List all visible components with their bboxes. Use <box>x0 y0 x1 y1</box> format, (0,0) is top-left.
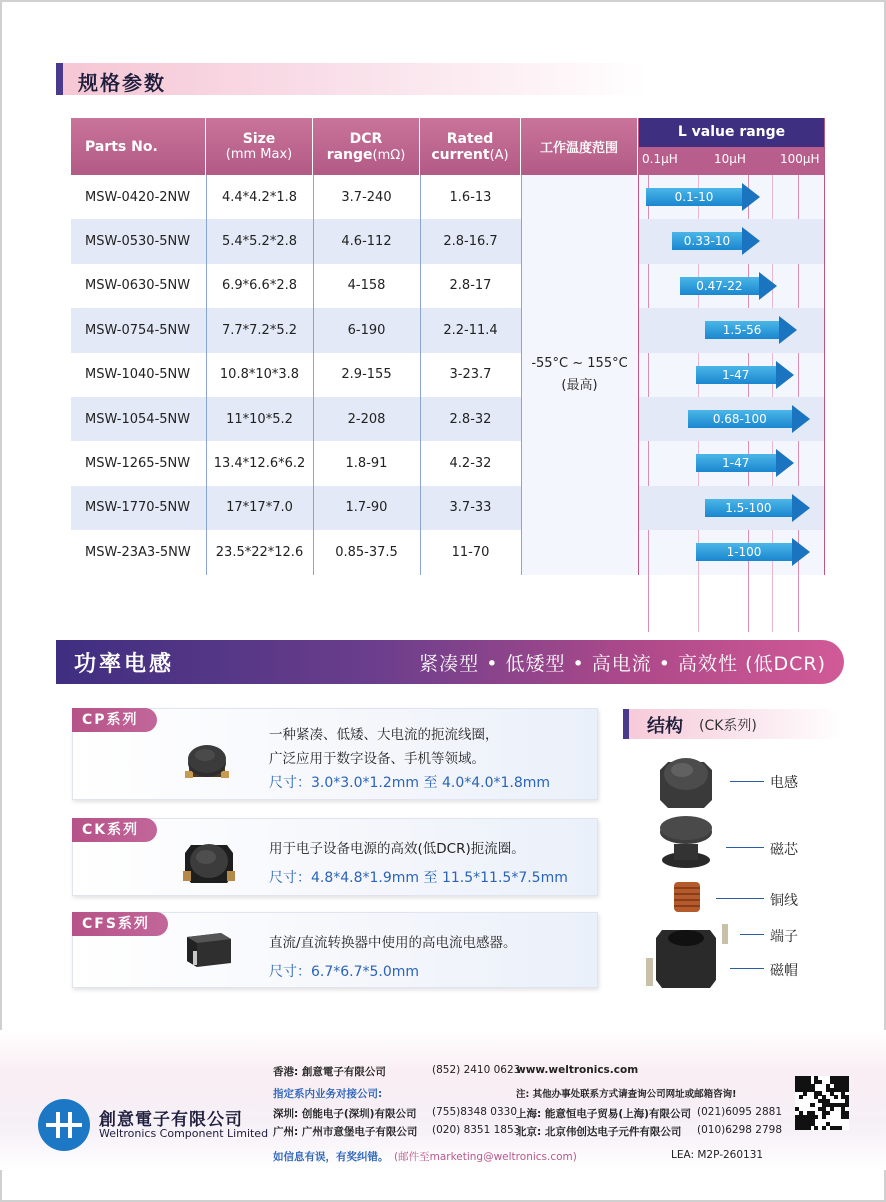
header-size-unit: (mm Max) <box>225 147 293 162</box>
l-range-label: 1.5-100 <box>705 499 792 517</box>
cell-current: 1.6-13 <box>449 189 492 205</box>
structure-exploded-image <box>640 748 730 998</box>
header-parts-label: Parts No. <box>85 138 158 155</box>
cell-dcr: 2.9-155 <box>341 367 392 383</box>
col-divider <box>206 175 207 575</box>
spec-section-header <box>56 63 646 95</box>
document-code: LEA: M2P-260131 <box>671 1149 764 1161</box>
hk-phone: (852) 2410 0623 <box>432 1064 521 1076</box>
gz-phone: (020) 8351 1853 <box>432 1124 521 1136</box>
sh-office: 上海: 能意恒电子贸易(上海)有限公司 <box>516 1108 691 1120</box>
header-l-range <box>638 118 825 175</box>
cell-part: MSW-23A3-5NW <box>85 544 191 560</box>
structure-header <box>623 709 843 739</box>
arrow-head-icon <box>759 272 777 300</box>
weltronics-logo-icon <box>38 1099 90 1151</box>
qr-module <box>814 1126 818 1130</box>
cell-part: MSW-0420-2NW <box>85 189 191 205</box>
arrow-head-icon <box>776 449 794 477</box>
cell-current: 11-70 <box>451 544 490 560</box>
designated-partners-label: 指定系内业务对接公司: <box>273 1088 383 1100</box>
cell-part: MSW-1054-5NW <box>85 411 191 427</box>
cell-part: MSW-1770-5NW <box>85 500 191 516</box>
label-cap: 磁帽 <box>770 963 798 979</box>
company-name-en: Weltronics Component Limited <box>99 1127 269 1140</box>
l-range-label: 0.68-100 <box>688 410 792 428</box>
temp-range-cell <box>521 175 638 575</box>
header-dcr <box>313 118 420 175</box>
spec-table <box>71 118 825 575</box>
cp-size: 尺寸：3.0*3.0*1.2mm 至 4.0*4.0*1.8mm <box>269 775 551 791</box>
sz-phone: (755)8348 0330 <box>432 1106 518 1118</box>
qr-module <box>803 1091 807 1095</box>
cell-part: MSW-0530-5NW <box>85 234 191 250</box>
arrow-head-icon <box>776 361 794 389</box>
qr-module <box>845 1088 849 1092</box>
cell-current: 2.2-11.4 <box>443 322 498 338</box>
leader-line <box>730 968 764 969</box>
qr-module <box>822 1115 826 1119</box>
ck-inductor-image <box>183 835 235 885</box>
cell-current: 4.2-32 <box>449 456 492 472</box>
l-range-arrow <box>646 185 760 209</box>
qr-module <box>830 1107 834 1111</box>
l-range-arrow <box>705 496 810 520</box>
tick-10uh: 10μH <box>714 152 746 166</box>
cell-size: 17*17*7.0 <box>226 500 293 516</box>
temp-range-value: -55°C ~ 155°C <box>531 356 628 371</box>
cell-size: 4.4*4.2*1.8 <box>221 189 298 205</box>
label-copper-wire: 铜线 <box>770 893 798 909</box>
l-range-label: 1-100 <box>696 543 792 561</box>
cell-current: 2.8-16.7 <box>443 234 498 250</box>
qr-module <box>834 1095 838 1099</box>
cell-size: 23.5*22*12.6 <box>215 544 304 560</box>
l-range-arrow <box>688 407 810 431</box>
hk-office: 香港: 創意電子有限公司 <box>273 1066 386 1078</box>
section-accent-bar <box>623 709 629 739</box>
cell-size: 10.8*10*3.8 <box>219 367 300 383</box>
banner-tagline: 紧凑型 • 低矮型 • 高电流 • 高效性 (低DCR) <box>419 653 826 675</box>
leader-line <box>726 847 764 848</box>
ck-size: 尺寸：4.8*4.8*1.9mm 至 11.5*11.5*7.5mm <box>269 870 568 886</box>
label-terminal: 端子 <box>770 929 798 945</box>
bj-phone: (010)6298 2798 <box>697 1124 783 1136</box>
header-parts <box>71 118 206 175</box>
l-range-label: 0.1-10 <box>646 188 742 206</box>
cell-dcr: 1.7-90 <box>345 500 388 516</box>
l-range-ticks <box>638 147 825 175</box>
structure-title: 结构 <box>647 716 683 737</box>
leader-line <box>716 898 764 899</box>
bj-office: 北京: 北京伟创达电子元件有限公司 <box>516 1126 682 1138</box>
series-tag-cp: CP系列 <box>72 708 157 732</box>
banner-title: 功率电感 <box>74 652 175 677</box>
col-divider <box>521 175 522 575</box>
series-card-cfs <box>72 912 598 988</box>
arrow-head-icon <box>779 316 797 344</box>
arrow-head-icon <box>742 183 760 211</box>
structure-subtitle: (CK系列) <box>699 718 757 734</box>
qr-module <box>818 1080 822 1084</box>
cfs-inductor-image <box>181 931 233 969</box>
tick-0-1uh: 0.1μH <box>642 152 678 166</box>
l-range-arrow <box>696 451 794 475</box>
header-rated-unit: (A) <box>489 147 509 163</box>
tick-100uh: 100μH <box>780 152 820 166</box>
cell-dcr: 6-190 <box>347 322 386 338</box>
header-rated <box>420 118 521 175</box>
leader-line <box>730 781 764 782</box>
cp-inductor-image <box>183 737 231 783</box>
l-range-arrow <box>705 318 798 342</box>
l-range-arrow <box>696 363 794 387</box>
qr-code[interactable] <box>795 1076 849 1130</box>
power-inductor-banner <box>56 640 844 684</box>
cell-part: MSW-1265-5NW <box>85 456 191 472</box>
header-rated-current: current <box>431 146 490 163</box>
qr-module <box>826 1111 830 1115</box>
temp-range-note: (最高) <box>561 378 598 393</box>
cell-dcr: 4-158 <box>347 278 386 294</box>
header-dcr-unit: (mΩ) <box>372 147 406 163</box>
label-core: 磁芯 <box>770 842 798 858</box>
qr-module <box>837 1126 841 1130</box>
spec-section-title: 规格参数 <box>78 71 166 95</box>
cell-size: 6.9*6.6*2.8 <box>221 278 298 294</box>
cell-size: 11*10*5.2 <box>226 411 293 427</box>
arrow-head-icon <box>792 494 810 522</box>
cfs-size: 尺寸：6.7*6.7*5.0mm <box>269 964 420 980</box>
arrow-head-icon <box>792 405 810 433</box>
qr-module <box>822 1126 826 1130</box>
header-rated-label: Rated <box>446 130 494 147</box>
col-divider <box>638 118 639 575</box>
l-range-arrow <box>672 229 760 253</box>
series-card-cp <box>72 708 598 800</box>
header-size-label: Size <box>242 131 276 147</box>
l-range-label: 1-47 <box>696 454 776 472</box>
cell-part: MSW-1040-5NW <box>85 367 191 383</box>
cp-desc-line-1: 一种紧凑、低矮、大电流的扼流线圈， <box>269 727 499 743</box>
l-range-grid <box>638 175 825 575</box>
series-tag-cfs: CFS系列 <box>72 912 168 936</box>
cell-part: MSW-0754-5NW <box>85 322 191 338</box>
feedback-text: 如信息有误，有奖纠错。 <box>273 1151 389 1163</box>
series-tag-ck: CK系列 <box>72 818 157 842</box>
cell-dcr: 0.85-37.5 <box>335 544 398 560</box>
footer-note: 注: 其他办事处联系方式请查询公司网址或邮箱咨询! <box>516 1089 737 1100</box>
gz-office: 广州: 广州市意堡电子有限公司 <box>273 1126 418 1138</box>
qr-module <box>799 1095 803 1099</box>
qr-module <box>845 1103 849 1107</box>
company-name-cn: 創意電子有限公司 <box>99 1110 243 1130</box>
label-inductor: 电感 <box>770 775 798 791</box>
l-range-label: 1.5-56 <box>705 321 780 339</box>
l-range-arrow <box>696 540 810 564</box>
cell-dcr: 4.6-112 <box>341 234 392 250</box>
l-range-label: 0.47-22 <box>680 277 760 295</box>
sz-office: 深圳: 创能电子(深圳)有限公司 <box>273 1108 417 1120</box>
header-dcr-range: range <box>326 146 373 163</box>
section-accent-bar <box>56 63 63 95</box>
cell-dcr: 2-208 <box>347 411 386 427</box>
feedback-email[interactable]: (邮件至marketing@weltronics.com) <box>394 1151 577 1163</box>
cfs-desc-line-1: 直流/直流转换器中使用的高电流电感器。 <box>269 935 517 951</box>
arrow-head-icon <box>742 227 760 255</box>
header-size <box>206 118 313 175</box>
col-divider <box>420 175 421 575</box>
qr-module <box>810 1103 814 1107</box>
cell-part: MSW-0630-5NW <box>85 278 191 294</box>
qr-module <box>845 1115 849 1119</box>
header-l-range-label: L value range <box>638 118 825 147</box>
cell-size: 5.4*5.2*2.8 <box>221 234 298 250</box>
qr-module <box>807 1126 811 1130</box>
sh-phone: (021)6095 2881 <box>697 1106 783 1118</box>
series-card-ck <box>72 818 598 896</box>
cell-dcr: 3.7-240 <box>341 189 392 205</box>
cell-size: 13.4*12.6*6.2 <box>213 456 306 472</box>
logo-stroke <box>46 1123 82 1127</box>
col-divider <box>313 175 314 575</box>
cell-current: 3.7-33 <box>449 500 492 516</box>
l-range-label: 1-47 <box>696 366 776 384</box>
cp-desc-line-2: 广泛应用于数字设备、手机等领域。 <box>269 751 485 767</box>
l-range-arrow <box>680 274 778 298</box>
header-dcr-label: DCR <box>349 130 383 147</box>
l-range-label: 0.33-10 <box>672 232 742 250</box>
cell-current: 3-23.7 <box>449 367 492 383</box>
cell-current: 2.8-32 <box>449 411 492 427</box>
arrow-head-icon <box>792 538 810 566</box>
cell-current: 2.8-17 <box>449 278 492 294</box>
qr-module <box>814 1115 818 1119</box>
ck-desc-line-1: 用于电子设备电源的高效(低DCR)扼流圈。 <box>269 841 525 857</box>
header-temp-label: 工作温度范围 <box>539 141 618 156</box>
cell-dcr: 1.8-91 <box>345 456 388 472</box>
header-temp <box>521 118 638 175</box>
col-divider <box>824 118 825 575</box>
cell-size: 7.7*7.2*5.2 <box>221 322 298 338</box>
leader-line <box>740 934 764 935</box>
website-link[interactable]: www.weltronics.com <box>516 1064 639 1076</box>
